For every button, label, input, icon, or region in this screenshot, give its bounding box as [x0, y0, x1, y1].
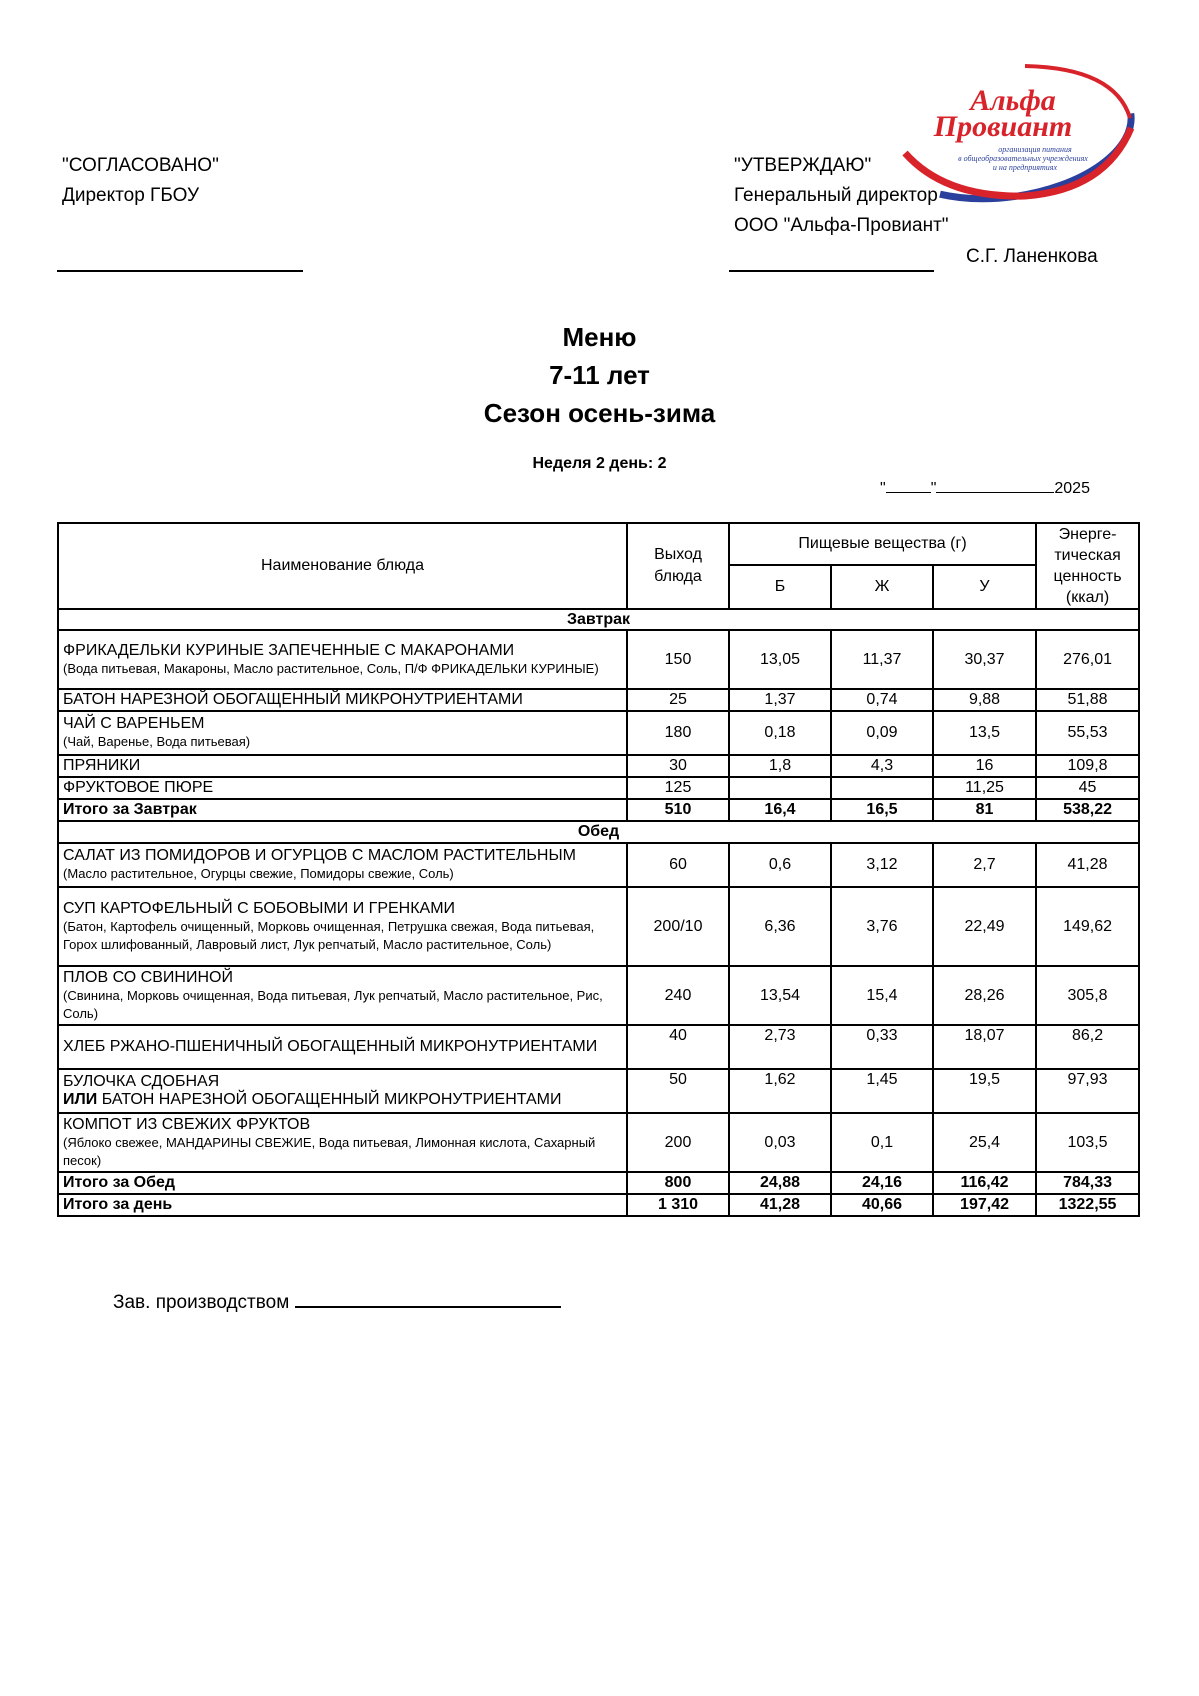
table-row: ХЛЕБ РЖАНО-ПШЕНИЧНЫЙ ОБОГАЩЕННЫЙ МИКРОНУТРИЕНТАМИ 40 2,73 0,33 18,07 86,2 [58, 1025, 1139, 1069]
table-row: БАТОН НАРЕЗНОЙ ОБОГАЩЕННЫЙ МИКРОНУТРИЕНТАМИ 25 1,37 0,74 9,88 51,88 [58, 689, 1139, 711]
gd-position: Генеральный директор [734, 185, 938, 206]
section-lunch: Обед [58, 821, 1139, 843]
signature-line-right [729, 270, 934, 272]
approved-label: "УТВЕРЖДАЮ" [734, 155, 872, 176]
signer-name: С.Г. Ланенкова [966, 246, 1098, 267]
table-row: СУП КАРТОФЕЛЬНЫЙ С БОБОВЫМИ И ГРЕНКАМИ (Батон, Картофель очищенный, Морковь очищенная, Петрушка свежая, Вода питьевая, Горох шлифованный, Лавровый лист, Лук репчатый, Масло растительное, Соль) 200/10 6,36 3,76 22,49 149,62 [58, 887, 1139, 966]
week-day: Неделя 2 день: 2 [532, 455, 667, 472]
menu-table [57, 522, 1140, 1217]
signature-line-left [57, 270, 303, 272]
table-row: САЛАТ ИЗ ПОМИДОРОВ И ОГУРЦОВ С МАСЛОМ РАСТИТЕЛЬНЫМ (Масло растительное, Огурцы свежие, Помидоры свежие, Соль) 60 0,6 3,12 2,7 41,28 [58, 843, 1139, 887]
col-energy: Энерге-тическая ценность (ккал) [1036, 523, 1139, 609]
date-year: 2025 [1054, 480, 1090, 497]
season: Сезон осень-зима [483, 398, 716, 428]
section-breakfast: Завтрак [58, 609, 1139, 630]
logo-tag3: и на предприятиях [992, 163, 1058, 172]
col-yield: Выход блюда [627, 523, 729, 609]
production-head-label: Зав. производством [113, 1292, 290, 1313]
col-zh: Ж [831, 565, 933, 609]
alfa-proviant-logo [875, 58, 1137, 204]
col-nutrients: Пищевые вещества (г) [729, 523, 1036, 565]
logo-tag1: организация питания [998, 145, 1072, 154]
table-row: ЧАЙ С ВАРЕНЬЕМ (Чай, Варенье, Вода питьевая) 180 0,18 0,09 13,5 55,53 [58, 711, 1139, 755]
table-row-alternative: БУЛОЧКА СДОБНАЯ ИЛИ БАТОН НАРЕЗНОЙ ОБОГАЩЕННЫЙ МИКРОНУТРИЕНТАМИ 50 1,62 1,45 19,5 97,93 [58, 1069, 1139, 1113]
production-head-signature-line [295, 1288, 561, 1308]
table-row: ПЛОВ СО СВИНИНОЙ (Свинина, Морковь очищенная, Вода питьевая, Лук репчатый, Масло растительное, Рис, Соль) 240 13,54 15,4 28,26 305,8 [58, 966, 1139, 1025]
company-name: ООО "Альфа-Провиант" [734, 215, 949, 236]
col-u: У [933, 565, 1036, 609]
logo-line1: Альфа [970, 84, 1056, 117]
col-b: Б [729, 565, 831, 609]
production-head [113, 1288, 561, 1314]
breakfast-total-row: Итого за Завтрак 510 16,4 16,5 81 538,22 [58, 799, 1139, 821]
table-row: КОМПОТ ИЗ СВЕЖИХ ФРУКТОВ (Яблоко свежее, МАНДАРИНЫ СВЕЖИЕ, Вода питьевая, Лимонная кислота, Сахарный песок) 200 0,03 0,1 25,4 103,5 [58, 1113, 1139, 1172]
logo-tag2: в общеобразовательных учреждениях [958, 154, 1088, 163]
or-label: ИЛИ [63, 1091, 98, 1108]
logo-line2: Провиант [933, 110, 1073, 143]
agreed-label: "СОГЛАСОВАНО" [62, 155, 219, 176]
date-line: " " 2025 [880, 480, 1090, 497]
age-range: 7-11 лет [549, 360, 650, 390]
table-row: ПРЯНИКИ 30 1,8 4,3 16 109,8 [58, 755, 1139, 777]
day-total-row: Итого за день 1 310 41,28 40,66 197,42 1322,55 [58, 1194, 1139, 1216]
menu-title: Меню [562, 322, 637, 352]
col-name: Наименование блюда [58, 523, 627, 609]
table-row: ФРИКАДЕЛЬКИ КУРИНЫЕ ЗАПЕЧЕННЫЕ С МАКАРОНАМИ (Вода питьевая, Макароны, Масло растительное, Соль, П/Ф ФРИКАДЕЛЬКИ КУРИНЫЕ) 150 13,05 11,37 30,37 276,01 [58, 630, 1139, 689]
lunch-total-row: Итого за Обед 800 24,88 24,16 116,42 784,33 [58, 1172, 1139, 1194]
approval-left [62, 151, 219, 211]
director-position: Директор ГБОУ [62, 185, 200, 206]
table-row: ФРУКТОВОЕ ПЮРЕ 125 11,25 45 [58, 777, 1139, 799]
